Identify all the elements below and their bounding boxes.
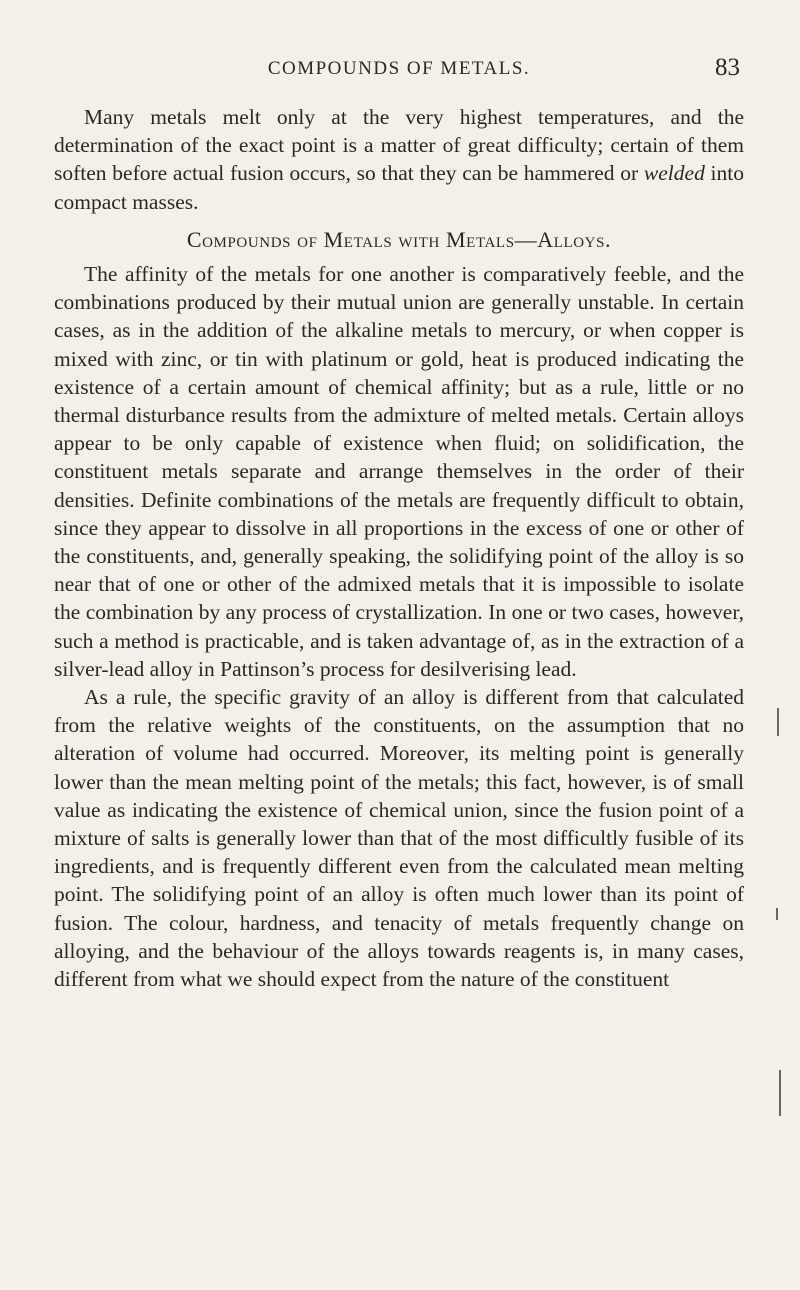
margin-mark <box>777 708 779 736</box>
margin-mark <box>776 908 778 920</box>
page-number: 83 <box>715 54 740 81</box>
body-text <box>54 103 744 993</box>
section-heading-alloys: Compounds of Metals with Metals—Alloys. <box>186 226 612 252</box>
paragraph-specific-gravity: As a rule, the specific gravity of an alloy is different from that calculated from the relative weights of the constituents, on the assumption that no alteration of volume had occurred. Moreover, its melting point is generally lower than the mean melting point of the metals; this fact, however, is of small value as indicating the existence of chemical union, since the fusion point of a mixture of salts is generally lower than that of the most difficultly fusible of its ingredients, and is frequently different even from the calculated mean melting point. The solidifying point of an alloy is often much lower than its point of fusion. The colour, hardness, and tenacity of metals frequently change on alloying, and the behaviour of the alloys towards reagents is, in many cases, different from what we should expect from the nature of the constituent <box>54 685 744 992</box>
paragraph-metals-melting <box>54 103 744 216</box>
running-head <box>54 54 744 86</box>
margin-mark <box>779 1070 781 1116</box>
paragraph-affinity: The affinity of the metals for one another is comparatively feeble, and the combinations produced by their mutual union are generally unstable. In certain cases, as in the addition of the alkaline metals to mercury, or when copper is mixed with zinc, or tin with platinum or gold, heat is produced indicating the existence of a certain amount of chemical affinity; but as a rule, little or no thermal disturbance results from the admixture of melted metals. Certain alloys appear to be only capable of existence when fluid; on solidification, the constituent metals separate and arrange themselves in the order of their densities. Definite combinations of the metals are frequently difficult to obtain, since they appear to dissolve in all proportions in the excess of one or other of the constituents, and, generally speaking, the solidifying point of the alloy is so near that of one or other of the admixed metals that it is impossible to isolate the combination by any process of crystallization. In one or two cases, however, such a method is practicable, and is taken advantage of, as in the extraction of a silver-lead alloy in Pattinson’s process for desilverising lead. <box>54 262 744 681</box>
paragraph-1-text-b: into compact masses. <box>54 161 745 214</box>
paragraph-1-text-a: Many metals melt only at the very highest temperatures, and the determination of the exact point is a matter of great difficulty; certain of them soften before actual fusion occurs, so that they can be hammered or <box>54 105 744 186</box>
running-title: COMPOUNDS OF METALS. <box>267 58 531 79</box>
italic-term-welded: welded <box>643 161 705 186</box>
